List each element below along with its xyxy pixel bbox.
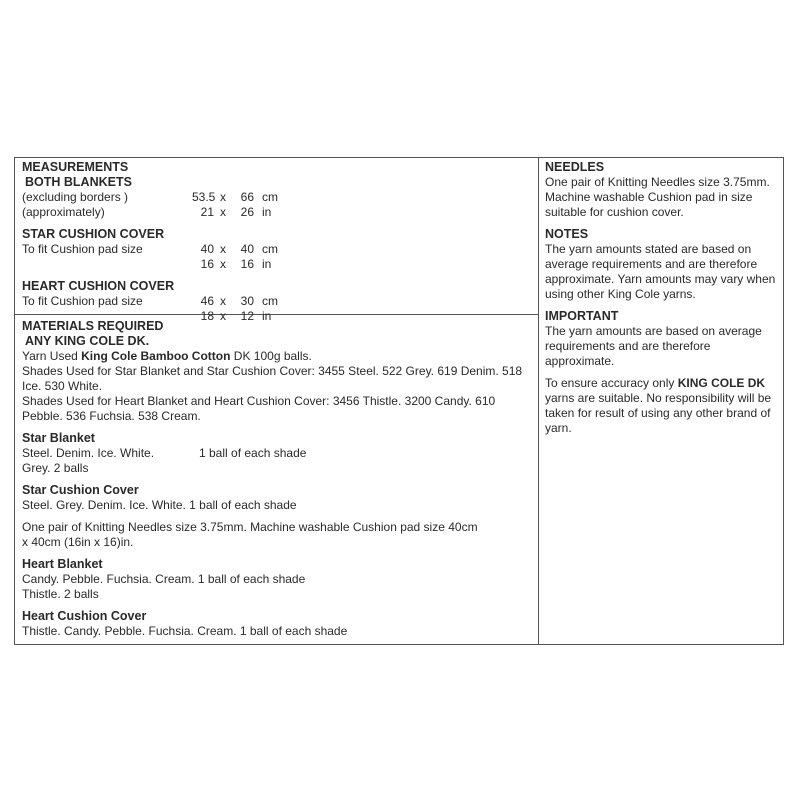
heart-cushion-title: HEART CUSHION COVER [22,279,175,293]
star-blanket-title: Star Blanket [22,431,95,445]
shades-star: Shades Used for Star Blanket and Star Cushion Cover: 3455 Steel. 522 Grey. 619 Denim. 518 Ice. 530 White. [22,364,523,393]
measure-row: To fit Cushion pad size 40 x 40 cm [22,242,278,256]
needles-text: One pair of Knitting Needles size 3.75mm. Machine washable Cushion pad in size suitable for cushion cover. [545,175,770,219]
accuracy-text: To ensure accuracy only KING COLE DK yarns are suitable. No responsibility will be taken for result of using any other brand of yarn. [545,376,772,435]
measure-row: 18 x 12 in [200,309,272,323]
both-blankets-title: BOTH BLANKETS [25,175,132,189]
notes-heading: NOTES [545,227,589,241]
heart-cushion-line: Thistle. Candy. Pebble. Fuchsia. Cream. 1 ball of each shade [22,624,348,638]
star-cushion-line: Steel. Grey. Denim. Ice. White. 1 ball of each shade [22,498,297,512]
measure-row: (approximately) 21 x 26 in [22,205,272,219]
heart-cushion-materials-title: Heart Cushion Cover [22,609,147,623]
heart-blanket-title: Heart Blanket [22,557,103,571]
heart-blanket-line2: Thistle. 2 balls [22,587,99,601]
notes-text: The yarn amounts stated are based on average requirements and are therefore approximate. Yarn amounts may vary when using other King Cole yarns. [545,242,776,301]
right-column [545,160,777,436]
important-text: The yarn amounts are based on average requirements and are therefore approximate. [545,324,762,368]
important-heading: IMPORTANT [545,309,619,323]
needles-heading: NEEDLES [545,160,605,174]
materials-subheading: ANY KING COLE DK. [25,334,150,348]
measure-row: (excluding borders ) 53.5 x 66 cm [22,190,278,204]
measurements-section [22,160,532,324]
column-divider [538,157,539,645]
star-cushion-title: STAR CUSHION COVER [22,227,165,241]
measurements-heading: MEASUREMENTS [22,160,129,174]
measure-row: 16 x 16 in [200,257,272,271]
star-blanket-line: Steel. Denim. Ice. White. 1 ball of each shade [22,446,307,460]
materials-heading: MATERIALS REQUIRED [22,319,164,333]
materials-section [22,319,532,639]
star-cushion-materials-title: Star Cushion Cover [22,483,139,497]
shades-heart: Shades Used for Heart Blanket and Heart Cushion Cover: 3456 Thistle. 3200 Candy. 610 Pebble. 536 Fuchsia. 538 Cream. [22,394,496,423]
measure-row: To fit Cushion pad size 46 x 30 cm [22,294,278,308]
star-blanket-line2: Grey. 2 balls [22,461,89,475]
heart-blanket-line: Candy. Pebble. Fuchsia. Cream. 1 ball of each shade [22,572,306,586]
yarn-used: Yarn Used King Cole Bamboo Cotton DK 100g balls. [22,349,312,363]
needles-line: One pair of Knitting Needles size 3.75mm. Machine washable Cushion pad size 40cm x 40cm (16in x 16)in. [22,520,478,549]
